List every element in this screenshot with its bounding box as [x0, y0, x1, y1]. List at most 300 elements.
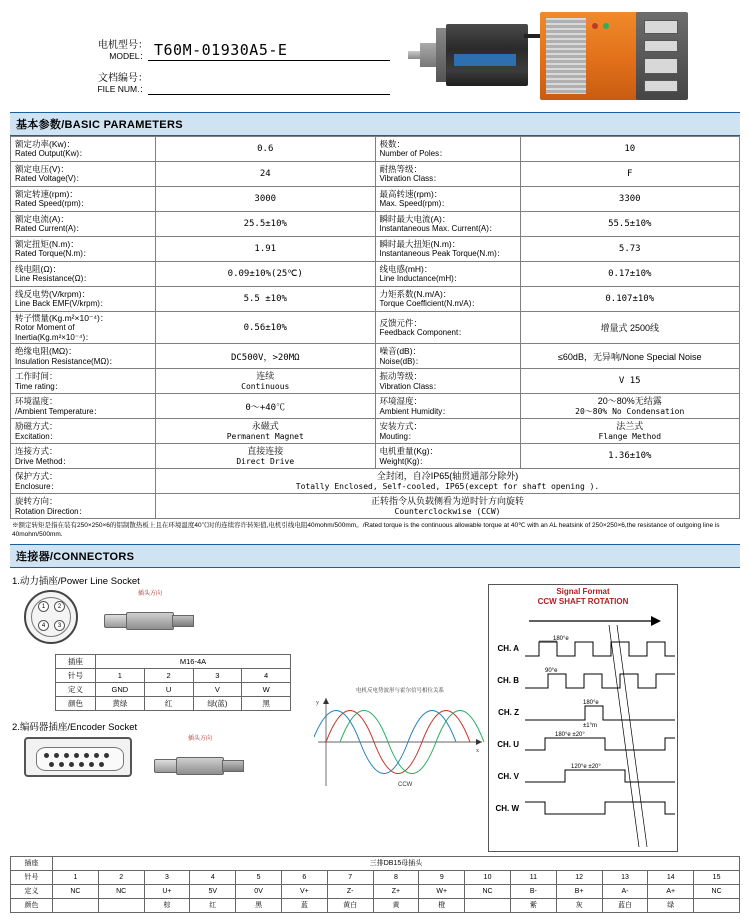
- row-header: 针号: [56, 668, 96, 682]
- param-value-cn: 全封闭，自冷IP65(轴贯通部分除外): [376, 470, 519, 481]
- row-header: 插座: [11, 856, 53, 870]
- param-value: [156, 369, 376, 394]
- plug-barrel: [126, 612, 174, 630]
- cell: A-: [602, 884, 648, 898]
- basic-parameters-table: [10, 136, 740, 519]
- waveform-row: [489, 761, 677, 793]
- table-row: [11, 494, 740, 519]
- param-value-en: Direct Drive: [236, 457, 295, 466]
- param-label-en: Enclosure：: [15, 481, 59, 491]
- cell: 橙: [419, 898, 465, 912]
- param-label: [11, 187, 156, 212]
- table-row: [56, 696, 291, 710]
- param-label-en: Ambient Humidity：: [379, 406, 451, 416]
- param-label: [11, 369, 156, 394]
- encoder-plug-icon: [154, 749, 246, 783]
- cell: 棕: [144, 898, 190, 912]
- model-label: [70, 40, 148, 61]
- driver-image: [540, 12, 688, 102]
- plug-direction-callout: 插头方向: [138, 590, 163, 597]
- waveform-row: [489, 697, 677, 729]
- param-value: V 15: [520, 369, 740, 394]
- param-value: 0.107±10%: [520, 287, 740, 312]
- cell: 10: [465, 870, 511, 884]
- connectors-section: [10, 573, 740, 913]
- cell: NC: [694, 884, 740, 898]
- cell: 6: [281, 870, 327, 884]
- footnote: ※额定转矩是指在装有250×250×6的铝制散热板上且在环境温度40℃时的连续容许转矩值,电机引线电阻40mohm/500mm。/Rated torque is the continuous allowable torque at 40℃ with an AL heatsink of 250×250×6,the resistance of outgoing line is 40mohm/500mm.: [12, 522, 720, 539]
- table-row: [11, 369, 740, 394]
- cell: 绿(蓝): [193, 696, 242, 710]
- cell: [694, 898, 740, 912]
- db15-pin: [54, 753, 59, 758]
- param-label: [375, 344, 520, 369]
- table-row: [11, 870, 740, 884]
- param-value: [156, 444, 376, 469]
- param-value-en: Totally Enclosed, Self-cooled, IP65(except for shaft opening ).: [295, 482, 600, 491]
- param-value-cn: 正转指令从负载侧看为逆时针方向旋转: [370, 495, 524, 506]
- param-value: ≤60dB，无异响/None Special Noise: [520, 344, 740, 369]
- param-label-en: Line Inductance(mH)：: [379, 274, 462, 284]
- db15-pin: [74, 753, 79, 758]
- db15-pin: [94, 753, 99, 758]
- cell: V+: [281, 884, 327, 898]
- cell: 0V: [236, 884, 282, 898]
- param-label-cn: 旋转方向：: [15, 496, 58, 507]
- table-row: [11, 237, 740, 262]
- param-label-cn: 绝缘电阻(MΩ)：: [15, 346, 77, 357]
- param-value: F: [520, 162, 740, 187]
- param-label: [11, 262, 156, 287]
- db15-shell: [36, 747, 124, 771]
- cell: 灰: [556, 898, 602, 912]
- param-value-en: Counterclockwise (CCW): [394, 507, 501, 516]
- file-label: [70, 73, 148, 94]
- param-value-en: 20～80% No Condensation: [575, 407, 685, 416]
- signal-format-title: [489, 585, 677, 607]
- table-row: [11, 162, 740, 187]
- param-label-en: Rated Voltage(V)：: [15, 174, 84, 184]
- cell: 8: [373, 870, 419, 884]
- cell: NC: [98, 884, 144, 898]
- param-label-cn: 保护方式：: [15, 471, 58, 482]
- cell: V: [193, 682, 242, 696]
- cell: 12: [556, 870, 602, 884]
- channel-label: CH. B: [497, 676, 519, 686]
- svg-text:120°e ±20°: 120°e ±20°: [571, 763, 601, 770]
- param-label-cn: 连接方式：: [15, 446, 58, 457]
- param-value: 3300: [520, 187, 740, 212]
- cell: 黑: [242, 696, 291, 710]
- param-label-cn: 环境温度：: [15, 396, 58, 407]
- power-plug-icon: [104, 604, 196, 638]
- cell: 1: [53, 870, 99, 884]
- param-label-en: Torque Coefficient(N.m/A)：: [379, 299, 480, 309]
- driver-connector-1: [644, 20, 678, 34]
- table-row: [11, 394, 740, 419]
- param-label-en: Rated Torque(N.m)：: [15, 249, 91, 259]
- socket-pin-2: 2: [54, 601, 65, 612]
- param-label: [11, 162, 156, 187]
- power-socket-title: 1.动力插座/Power Line Socket: [12, 575, 140, 587]
- params-body: [11, 137, 740, 519]
- cell: U+: [144, 884, 190, 898]
- cell: 7: [327, 870, 373, 884]
- channel-w-waveform: [523, 794, 677, 824]
- file-row: [70, 73, 390, 94]
- row-header: 插座: [56, 654, 96, 668]
- cell: 4: [242, 668, 291, 682]
- param-label-cn: 最高转速(rpm)：: [379, 189, 443, 200]
- cell: 4: [190, 870, 236, 884]
- cell: Z-: [327, 884, 373, 898]
- param-value: 0.09±10%(25℃): [156, 262, 376, 287]
- cell: [98, 898, 144, 912]
- socket-pin-3: 3: [54, 620, 65, 631]
- cell: 2: [98, 870, 144, 884]
- param-label-en: Insulation Resistance(MΩ)：: [15, 356, 118, 366]
- svg-text:y: y: [316, 699, 319, 706]
- param-label-en: Noise(dB)：: [379, 356, 424, 366]
- param-value: 1.36±10%: [520, 444, 740, 469]
- param-value: 0.6: [156, 137, 376, 162]
- plug-barrel: [176, 757, 224, 775]
- param-value: 增量式 2500线: [520, 312, 740, 344]
- cell: W+: [419, 884, 465, 898]
- cell: 黄绿: [96, 696, 145, 710]
- cell: 9: [419, 870, 465, 884]
- rotation-arrow-icon: [489, 607, 677, 633]
- param-label-cn: 振动等级：: [379, 371, 423, 382]
- cell: B+: [556, 884, 602, 898]
- row-header: 定义: [56, 682, 96, 696]
- param-value-cn: 连续: [256, 370, 275, 381]
- param-label: [11, 394, 156, 419]
- param-label: [11, 494, 156, 519]
- channel-b-waveform: [523, 666, 677, 696]
- param-label-en: /Ambient Temperature：: [15, 406, 102, 416]
- param-label-en: Weight(Kg)：: [379, 456, 428, 466]
- db15-pin: [79, 762, 84, 767]
- param-label: [11, 344, 156, 369]
- waveform-row: [489, 729, 677, 761]
- cell: NC: [53, 884, 99, 898]
- plug-tail: [172, 615, 194, 627]
- param-label-en: Mouting：: [379, 431, 416, 441]
- socket-pin-4: 4: [38, 620, 49, 631]
- row-header: 针号: [11, 870, 53, 884]
- param-label-en: Time rating：: [15, 381, 63, 391]
- cell: B-: [510, 884, 556, 898]
- connectors-middle: [310, 590, 488, 852]
- param-label-en: Line Back EMF(V/krpm)：: [15, 299, 108, 309]
- file-value: [148, 78, 390, 95]
- param-label: [375, 162, 520, 187]
- row-header: 定义: [11, 884, 53, 898]
- param-label-en: Rated Speed(rpm)：: [15, 199, 89, 209]
- param-label: [375, 237, 520, 262]
- cell: 3: [193, 668, 242, 682]
- table-row: [11, 419, 740, 444]
- param-value-en: Flange Method: [598, 432, 662, 441]
- cell: 13: [602, 870, 648, 884]
- param-label: [11, 212, 156, 237]
- cell: 15: [694, 870, 740, 884]
- param-value: [520, 419, 740, 444]
- param-label: [11, 469, 156, 494]
- param-label-en: Instantaneous Max. Current(A)：: [379, 224, 497, 234]
- cell: NC: [465, 884, 511, 898]
- table-row: [11, 212, 740, 237]
- encoder-socket-title: 2.编码器插座/Encoder Socket: [12, 721, 138, 733]
- channel-label: CH. V: [497, 772, 519, 782]
- svg-text:x: x: [476, 747, 479, 754]
- db15-pin: [44, 753, 49, 758]
- param-label-cn: 极数：: [379, 139, 406, 150]
- cell: 3: [144, 870, 190, 884]
- plug-nose: [154, 759, 178, 773]
- param-label-cn: 线反电势(V/krpm)：: [15, 289, 91, 300]
- section-basic-parameters: 基本参数/BASIC PARAMETERS: [10, 112, 740, 136]
- param-label-cn: 额定功率(Kw)：: [15, 139, 75, 150]
- sine-svg: [314, 694, 486, 790]
- param-label: [11, 312, 156, 344]
- connectors-left: [10, 590, 310, 852]
- cell: A+: [648, 884, 694, 898]
- table-row: [11, 312, 740, 344]
- waveform-row: [489, 633, 677, 665]
- param-label: [11, 137, 156, 162]
- svg-text:180°e: 180°e: [583, 699, 599, 706]
- motor-label-strip: [454, 54, 516, 66]
- param-label: [11, 237, 156, 262]
- param-label-cn: 励磁方式：: [15, 421, 58, 432]
- param-label-cn: 线电感(mH)：: [379, 264, 433, 275]
- param-value: DC500V，>20MΩ: [156, 344, 376, 369]
- model-row: [70, 40, 390, 61]
- cell: 蓝: [281, 898, 327, 912]
- param-value-en: Continuous: [241, 382, 290, 391]
- table-row: [11, 344, 740, 369]
- table-row: [11, 187, 740, 212]
- connectors-right: [488, 586, 740, 852]
- param-label-cn: 力矩系数(N.m/A)：: [379, 289, 452, 300]
- param-label-en: Rotation Direction：: [15, 506, 87, 516]
- param-value: 3000: [156, 187, 376, 212]
- param-label: [375, 262, 520, 287]
- table-row: [11, 898, 740, 912]
- cell: [53, 898, 99, 912]
- param-value: 0.56±10%: [156, 312, 376, 344]
- param-label: [11, 287, 156, 312]
- socket-type-value: M16-4A: [96, 654, 291, 668]
- cell: 2: [144, 668, 193, 682]
- param-label: [375, 137, 520, 162]
- cell: 5: [236, 870, 282, 884]
- svg-text:180°e ±20°: 180°e ±20°: [555, 731, 585, 738]
- row-header: 颜色: [11, 898, 53, 912]
- param-label: [375, 369, 520, 394]
- svg-text:CCW: CCW: [398, 781, 413, 788]
- table-row: [56, 682, 291, 696]
- waveform-row: [489, 793, 677, 825]
- table-row: [11, 287, 740, 312]
- plug-tail: [222, 760, 244, 772]
- param-label: [375, 419, 520, 444]
- product-photos: [390, 6, 740, 112]
- led-green-icon: [603, 23, 609, 29]
- db15-pin: [84, 753, 89, 758]
- param-label-cn: 瞬时最大电流(A)：: [379, 214, 451, 225]
- param-label-cn: 额定电压(V)：: [15, 164, 69, 175]
- param-label: [375, 287, 520, 312]
- cell: U: [144, 682, 193, 696]
- param-label-en: Rated Output(Kw)：: [15, 149, 88, 159]
- param-label-en: Drive Method：: [15, 456, 71, 466]
- param-label-cn: 工作时间：: [15, 371, 58, 382]
- param-label-en: Excitation：: [15, 431, 58, 441]
- db15-pin: [49, 762, 54, 767]
- cell: 14: [648, 870, 694, 884]
- table-row: [11, 444, 740, 469]
- cell: 黄: [373, 898, 419, 912]
- table-row: [11, 856, 740, 870]
- cell: 5V: [190, 884, 236, 898]
- encoder-plug-direction-callout: 插头方向: [188, 735, 213, 742]
- model-value: T60M-01930A5-E: [148, 41, 390, 61]
- driver-connector-2: [644, 40, 678, 52]
- param-value-en: Permanent Magnet: [226, 432, 304, 441]
- param-label-cn: 额定转速(rpm)：: [15, 189, 78, 200]
- cell: 绿: [648, 898, 694, 912]
- cell: 蓝白: [602, 898, 648, 912]
- param-value: [156, 494, 740, 519]
- file-label-en: FILE NUM.：: [97, 83, 148, 94]
- cell: 11: [510, 870, 556, 884]
- param-value-cn: 20～80%无结露: [597, 395, 662, 406]
- param-label: [375, 444, 520, 469]
- param-label-en: Number of Poles：: [379, 149, 448, 159]
- cell: [465, 898, 511, 912]
- param-value: [156, 419, 376, 444]
- param-label: [11, 419, 156, 444]
- param-label-cn: 环境湿度：: [379, 396, 423, 407]
- model-label-en: MODEL：: [109, 50, 148, 61]
- channel-a-waveform: [523, 634, 677, 664]
- cell: 紫: [510, 898, 556, 912]
- param-value-cn: 直接连接: [247, 445, 284, 456]
- param-label-cn: 额定扭矩(N.m)：: [15, 239, 79, 250]
- param-label-en: Line Resistance(Ω)：: [15, 274, 92, 284]
- driver-connector-4: [644, 80, 678, 92]
- param-label-en: Max. Speed(rpm)：: [379, 199, 450, 209]
- driver-leds: [592, 22, 630, 42]
- param-label-cn: 耐热等级：: [379, 164, 423, 175]
- param-label: [375, 312, 520, 344]
- table-row: [11, 262, 740, 287]
- encoder-pin-table: [10, 856, 740, 913]
- plug-nose: [104, 614, 128, 628]
- param-value: 1.91: [156, 237, 376, 262]
- encoder-pin-body: [11, 856, 740, 912]
- table-row: [11, 137, 740, 162]
- cell: 红: [190, 898, 236, 912]
- motor-cable: [524, 34, 540, 38]
- param-value: [156, 469, 740, 494]
- cell: Z+: [373, 884, 419, 898]
- channel-label: CH. A: [497, 644, 519, 654]
- param-value: 5.73: [520, 237, 740, 262]
- section-connectors: 连接器/CONNECTORS: [10, 544, 740, 568]
- param-label-en: Instantaneous Peak Torque(N.m)：: [379, 249, 505, 259]
- param-value: 0.17±10%: [520, 262, 740, 287]
- param-label-cn: 噪音(dB)：: [379, 346, 422, 357]
- socket-inner-ring: [31, 597, 71, 637]
- cell: 红: [144, 696, 193, 710]
- model-block: [10, 6, 390, 112]
- param-label: [11, 444, 156, 469]
- cell: 黑: [236, 898, 282, 912]
- param-label-cn: 额定电流(A)：: [15, 214, 69, 225]
- param-label: [375, 187, 520, 212]
- signal-format-panel: [488, 584, 678, 852]
- channel-label: CH. U: [497, 740, 519, 750]
- param-label-en: Rated Current(A)：: [15, 224, 84, 234]
- page-header: [10, 0, 740, 112]
- param-label-cn: 转子惯量(Kg.m²×10⁻⁴)：: [15, 313, 109, 323]
- param-value: 10: [520, 137, 740, 162]
- param-value: 25.5±10%: [156, 212, 376, 237]
- signal-format-line2: CCW SHAFT ROTATION: [537, 596, 629, 606]
- connectors-row: [10, 586, 740, 852]
- param-value: [520, 394, 740, 419]
- param-label-cn: 电机重量(Kg)：: [379, 446, 439, 457]
- db15-pin: [99, 762, 104, 767]
- param-label-cn: 反馈元件：: [379, 317, 423, 328]
- param-value-cn: 永磁式: [251, 420, 279, 431]
- waveform-row: [489, 665, 677, 697]
- svg-text:±1°m: ±1°m: [583, 722, 598, 728]
- param-label-cn: 线电阻(Ω)：: [15, 264, 62, 275]
- power-pin-body: [56, 654, 291, 710]
- param-value: 55.5±10%: [520, 212, 740, 237]
- driver-vents: [546, 18, 586, 94]
- param-label-en: Vibration Class：: [379, 381, 442, 391]
- param-label: [375, 394, 520, 419]
- cell: W: [242, 682, 291, 696]
- table-row: [11, 884, 740, 898]
- param-value-cn: 法兰式: [616, 420, 644, 431]
- row-header: 颜色: [56, 696, 96, 710]
- table-row: [56, 668, 291, 682]
- led-red-icon: [592, 23, 598, 29]
- motor-image: [408, 24, 528, 86]
- table-row: [56, 654, 291, 668]
- channel-z-waveform: [523, 698, 677, 728]
- cell: 黄白: [327, 898, 373, 912]
- param-value: 24: [156, 162, 376, 187]
- db15-pin: [89, 762, 94, 767]
- file-label-cn: 文档编号：: [98, 73, 148, 85]
- power-pin-table: [55, 654, 291, 711]
- svg-text:180°e: 180°e: [553, 635, 569, 642]
- db15-pin: [104, 753, 109, 758]
- db15-pin: [59, 762, 64, 767]
- emf-hall-waveform-chart: [314, 686, 486, 794]
- cell: 1: [96, 668, 145, 682]
- db15-socket-icon: [24, 737, 132, 777]
- param-label-cn: 瞬时最大扭矩(N.m)：: [379, 239, 461, 250]
